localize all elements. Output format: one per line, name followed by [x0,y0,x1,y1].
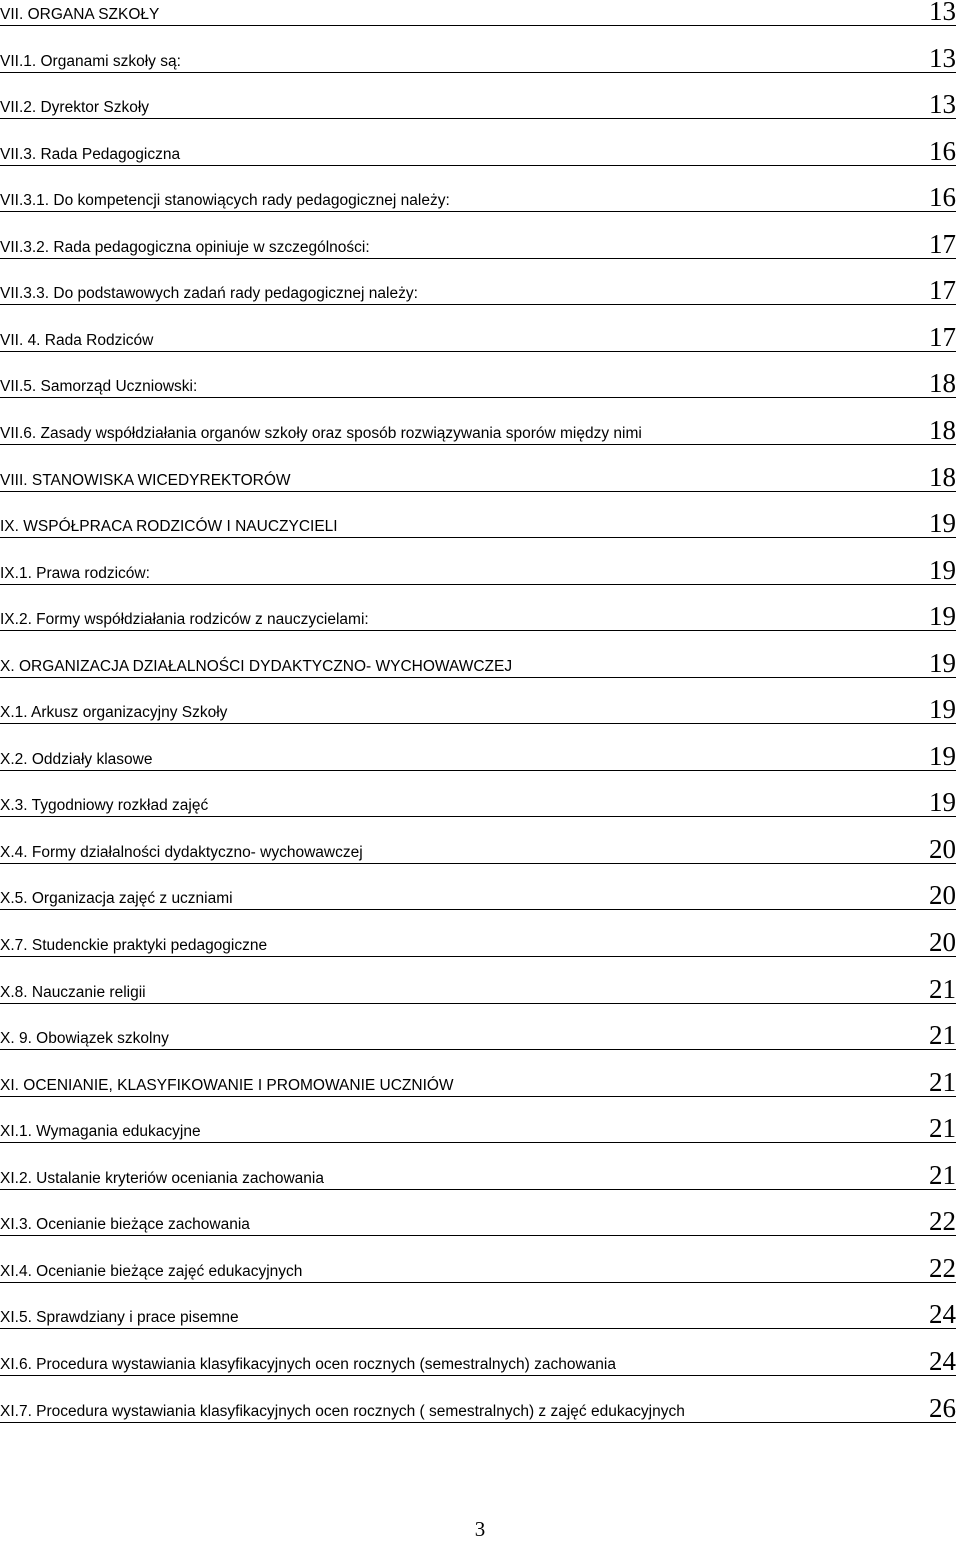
toc-entry-title: XI.3. Ocenianie bieżące zachowania [0,1216,250,1234]
toc-entry[interactable] [0,89,956,119]
page-number: 3 [474,1517,486,1541]
toc-entry-page-number: 17 [929,275,956,306]
toc-entry[interactable] [0,1393,956,1423]
toc-entry[interactable] [0,1346,956,1376]
toc-entry-title: XI. OCENIANIE, KLASYFIKOWANIE I PROMOWANIE UCZNIÓW [0,1076,454,1094]
toc-entry-title: X.2. Oddziały klasowe [0,750,153,768]
toc-entry-title: XI.7. Procedura wystawiania klasyfikacyjnych ocen rocznych ( semestralnych) z zajęć edukacyjnych [0,1402,685,1420]
toc-entry-page-number: 13 [929,89,956,120]
toc-entry[interactable] [0,136,956,166]
toc-entry-page-number: 20 [929,880,956,911]
toc-entry-page-number: 21 [929,1020,956,1051]
toc-entry-title: XI.2. Ustalanie kryteriów oceniania zachowania [0,1169,324,1187]
toc-entry[interactable] [0,694,956,724]
toc-entry-page-number: 21 [929,973,956,1004]
toc-entry[interactable] [0,927,956,957]
toc-entry[interactable] [0,322,956,352]
toc-entry-title: VII.3.1. Do kompetencji stanowiących rady pedagogicznej należy: [0,192,450,210]
toc-entry-page-number: 22 [929,1252,956,1283]
toc-entry-title: VII.3. Rada Pedagogiczna [0,145,181,163]
toc-entry[interactable] [0,508,956,538]
toc-entry-page-number: 19 [929,787,956,818]
toc-entry-page-number: 13 [929,42,956,73]
toc-entry-title: VII.2. Dyrektor Szkoły [0,99,150,117]
toc-entry[interactable] [0,974,956,1004]
toc-entry[interactable] [0,0,956,26]
toc-entry-title: XI.4. Ocenianie bieżące zajęć edukacyjnych [0,1262,303,1280]
toc-entry-page-number: 19 [929,601,956,632]
toc-entry-title: VIII. STANOWISKA WICEDYREKTORÓW [0,471,291,489]
toc-entry-title: VII. 4. Rada Rodziców [0,331,154,349]
toc-entry-title: XI.5. Sprawdziany i prace pisemne [0,1309,239,1327]
toc-entry[interactable] [0,1253,956,1283]
toc-entry[interactable] [0,275,956,305]
toc-entry-title: X.4. Formy działalności dydaktyczno- wychowawczej [0,843,363,861]
toc-entry[interactable] [0,1299,956,1329]
toc-entry-page-number: 19 [929,694,956,725]
toc-entry-title: X. ORGANIZACJA DZIAŁALNOŚCI DYDAKTYCZNO- WYCHOWAWCZEJ [0,657,513,675]
toc-entry[interactable] [0,229,956,259]
toc-entry-title: VII.3.3. Do podstawowych zadań rady pedagogicznej należy: [0,285,418,303]
toc-entry[interactable] [0,555,956,585]
toc-entry-page-number: 18 [929,461,956,492]
toc-entry-page-number: 18 [929,414,956,445]
toc-entry-title: X. 9. Obowiązek szkolny [0,1030,169,1048]
toc-entry-page-number: 26 [929,1392,956,1423]
toc-entry[interactable] [0,1020,956,1050]
toc-entry[interactable] [0,1206,956,1236]
toc-entry-title: VII.1. Organami szkoły są: [0,52,181,70]
toc-entry-title: XI.1. Wymagania edukacyjne [0,1123,201,1141]
toc-entry-title: X.1. Arkusz organizacyjny Szkoły [0,704,228,722]
toc-entry-page-number: 24 [929,1345,956,1376]
toc-entry-title: X.7. Studenckie praktyki pedagogiczne [0,937,268,954]
toc-entry-title: IX. WSPÓŁPRACA RODZICÓW I NAUCZYCIELI [0,518,338,536]
toc-entry-page-number: 17 [929,321,956,352]
toc-entry-page-number: 21 [929,1113,956,1144]
toc-entry-page-number: 24 [929,1299,956,1330]
toc-entry-title: XI.6. Procedura wystawiania klasyfikacyjnych ocen rocznych (semestralnych) zachowania [0,1355,616,1373]
toc-entry-page-number: 20 [929,833,956,864]
toc-entry[interactable] [0,368,956,398]
toc-entry-page-number: 20 [929,927,956,957]
toc-entry[interactable] [0,834,956,864]
toc-entry[interactable] [0,1160,956,1190]
toc-entry[interactable] [0,462,956,492]
toc-entry[interactable] [0,1067,956,1097]
toc-entry-page-number: 18 [929,368,956,399]
toc-entry-page-number: 22 [929,1206,956,1237]
toc-entry[interactable] [0,741,956,771]
toc-entry[interactable] [0,1113,956,1143]
toc-entry-title: VII.6. Zasady współdziałania organów szkoły oraz sposób rozwiązywania sporów między nimi [0,424,642,442]
toc-entry-title: X.3. Tygodniowy rozkład zajęć [0,797,209,815]
toc-entry-page-number: 19 [929,740,956,771]
toc-entry-page-number: 16 [929,135,956,166]
toc-entry-page-number: 21 [929,1066,956,1097]
toc-entry-title: VII.5. Samorząd Uczniowski: [0,378,198,396]
toc-entry-page-number: 19 [929,508,956,539]
toc-entry-page-number: 19 [929,554,956,585]
toc-entry-title: X.8. Nauczanie religii [0,983,146,1001]
toc-entry-page-number: 16 [929,182,956,213]
toc-entry[interactable] [0,648,956,678]
toc-entry-title: IX.2. Formy współdziałania rodziców z nauczycielami: [0,611,369,629]
toc-entry[interactable] [0,415,956,445]
toc-entry[interactable] [0,43,956,73]
toc-entry-page-number: 21 [929,1159,956,1190]
toc-entry[interactable] [0,787,956,817]
toc-entry-page-number: 19 [929,647,956,678]
toc-entry[interactable] [0,880,956,910]
toc-entry[interactable] [0,601,956,631]
toc-entry[interactable] [0,182,956,212]
toc-entry-title: IX.1. Prawa rodziców: [0,564,150,582]
toc-entry-title: VII.3.2. Rada pedagogiczna opiniuje w szczególności: [0,238,370,256]
toc-entry-page-number: 17 [929,228,956,259]
toc-entry-title: X.5. Organizacja zajęć z uczniami [0,890,233,908]
toc-entry-page-number: 13 [929,0,956,26]
toc-entry-title: VII. ORGANA SZKOŁY [0,6,160,23]
